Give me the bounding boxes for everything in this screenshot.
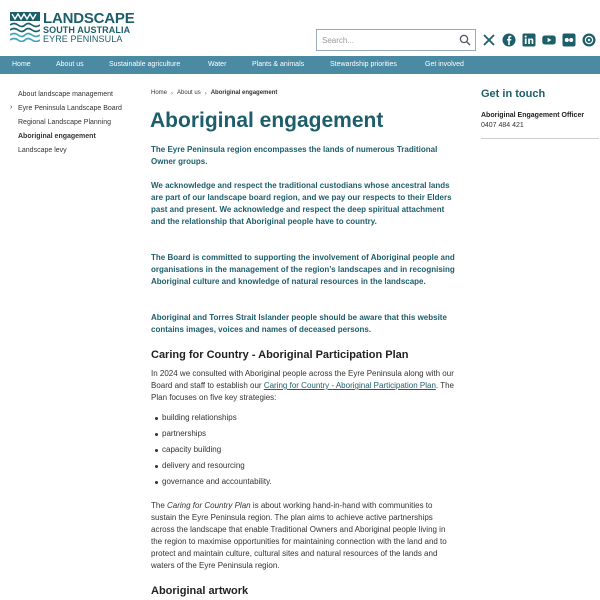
para-text: The <box>151 501 168 510</box>
caring-for-country-description <box>151 500 456 572</box>
nav-item-sustainable-agriculture[interactable]: Sustainable agriculture <box>109 61 181 68</box>
other-social-icon[interactable] <box>582 33 596 47</box>
nav-item-home[interactable]: Home <box>12 61 31 68</box>
sidebar-item-aboriginal-engagement[interactable]: Aboriginal engagement <box>18 133 96 140</box>
main-nav <box>0 56 600 74</box>
logo-wordmark <box>43 12 135 44</box>
plan-name: Caring for Country Plan <box>167 501 251 510</box>
youtube-icon[interactable] <box>542 33 556 47</box>
chevron-right-icon: › <box>204 90 207 97</box>
nav-item-plants-animals[interactable]: Plants & animals <box>252 61 305 68</box>
linkedin-icon[interactable] <box>522 33 536 47</box>
facebook-icon[interactable] <box>502 33 516 47</box>
sidebar-item-eyre-peninsula-landscape-board[interactable]: Eyre Peninsula Landscape Board <box>18 105 122 112</box>
bullet-icon <box>155 433 158 436</box>
para-text: . The Plan focuses on five key strategies: <box>151 381 454 402</box>
nav-item-about-us[interactable]: About us <box>56 61 84 68</box>
search-input[interactable] <box>317 30 457 50</box>
bullet-icon <box>155 417 158 420</box>
sidebar-item-landscape-levy[interactable]: Landscape levy <box>18 147 67 154</box>
list-item-text: building relationships <box>162 413 237 422</box>
list-item-text: governance and accountability. <box>162 477 272 486</box>
bullet-icon <box>155 481 158 484</box>
section-heading-caring-for-country: Caring for Country - Aboriginal Participation Plan <box>151 349 409 361</box>
list-item-text: partnerships <box>162 429 207 438</box>
caring-for-country-intro <box>151 368 456 404</box>
x-icon[interactable] <box>482 33 496 47</box>
logo-waves-icon <box>10 12 40 42</box>
divider <box>481 138 599 139</box>
breadcrumb-about-us[interactable]: About us <box>177 90 201 96</box>
breadcrumb-home[interactable]: Home <box>151 90 168 96</box>
page-title: Aboriginal engagement <box>150 109 384 132</box>
logo-line-3: EYRE PENINSULA <box>43 34 123 44</box>
sidebar-item-regional-landscape-planning[interactable]: Regional Landscape Planning <box>18 119 112 126</box>
para-text: In 2024 we consulted with Aboriginal people across the Eyre Peninsula along with our Board and staff to establish our <box>151 369 454 390</box>
site-header <box>0 0 600 56</box>
nav-item-water[interactable]: Water <box>208 61 227 68</box>
contact-role: Aboriginal Engagement Officer <box>481 112 585 119</box>
intro-paragraph-1: The Eyre Peninsula region encompasses the lands of numerous Traditional Owner groups. <box>151 145 438 166</box>
sidebar-item-about-landscape-management[interactable]: About landscape management <box>18 91 113 98</box>
intro-paragraph-2: We acknowledge and respect the traditional custodians whose ancestral lands are part of our landscape board region, and we pay our respects to their Elders past and present. We acknowledge and respect the deep spiritual attachment and the relationship that Aboriginal people have to country. <box>151 181 452 226</box>
list-item-text: delivery and resourcing <box>162 461 245 470</box>
breadcrumb <box>151 90 277 100</box>
list-item-text: capacity building <box>162 445 222 454</box>
plan-link[interactable]: Caring for Country - Aboriginal Participation Plan <box>263 381 436 390</box>
bullet-icon <box>155 465 158 468</box>
search-box <box>316 29 476 51</box>
flickr-icon[interactable] <box>562 33 576 47</box>
logo-line-2: SOUTH AUSTRALIA <box>43 25 131 35</box>
para-text: is about working hand-in-hand with communities to sustain the Eyre Peninsula region. The plan aims to achieve active partnerships across the landscape that enable Traditional Owners and Aboriginal people living in the region to maximise opportunities for maintaining connection with the land and to protect and maintain culture, cultural sites and natural resources of the lands and waters of the Eyre Peninsula region. <box>151 501 447 570</box>
intro-paragraph-3: The Board is committed to supporting the involvement of Aboriginal people and organisations in the management of the region’s landscapes and in recognising Aboriginal culture and knowledge of natural resources in the landscape. <box>151 253 455 286</box>
bullet-icon <box>155 449 158 452</box>
chevron-right-icon: › <box>171 90 174 97</box>
search-icon[interactable] <box>459 34 471 46</box>
breadcrumb-current: Aboriginal engagement <box>210 90 278 96</box>
site-logo[interactable] <box>10 12 140 44</box>
nav-item-get-involved[interactable]: Get involved <box>425 61 464 68</box>
aside-title: Get in touch <box>481 88 546 100</box>
chevron-right-icon: › <box>10 104 13 111</box>
contact-phone[interactable]: 0407 484 421 <box>481 122 524 129</box>
intro-paragraph-4: Aboriginal and Torres Strait Islander people should be aware that this website contains images, voices and names of deceased persons. <box>151 313 447 334</box>
nav-item-stewardship-priorities[interactable]: Stewardship priorities <box>330 61 397 68</box>
logo-line-1: LANDSCAPE <box>43 10 135 27</box>
section-heading-aboriginal-artwork: Aboriginal artwork <box>151 585 249 597</box>
